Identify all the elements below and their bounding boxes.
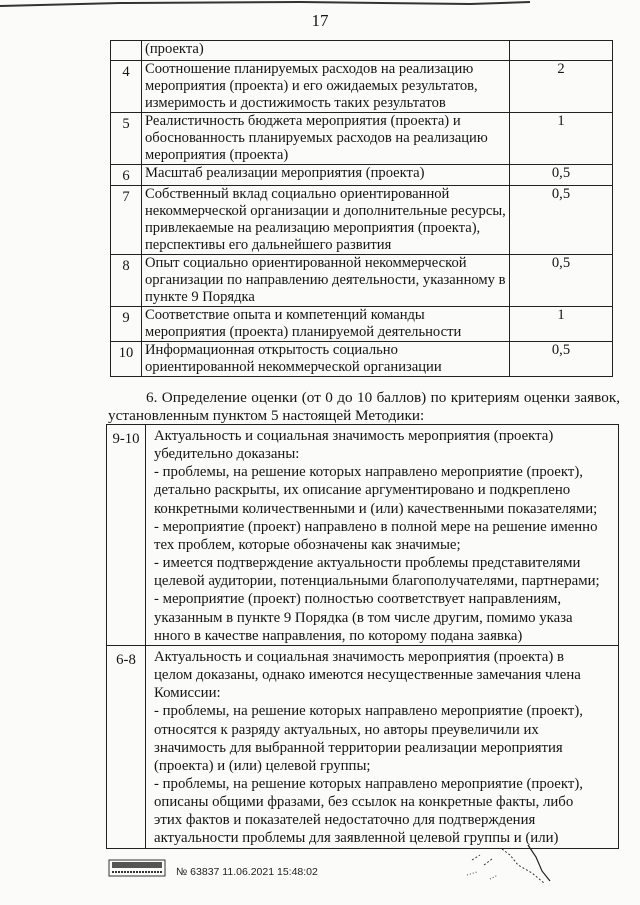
description-line: целевой аудитории, потенциальными благополучателями, партнерами;: [154, 573, 600, 590]
criterion-text: Соотношение планируемых расходов на реализацию мероприятия (проекта) и его ожидаемых результатов, измеримость и достижимость таких результатов: [142, 61, 510, 113]
description-line: этих фактов и показателей недостаточно для подтверждения: [154, 812, 536, 829]
criterion-score: 0,5: [510, 165, 613, 186]
registry-stamp-icon: [108, 855, 168, 881]
table-row: [111, 307, 613, 342]
criterion-text: Реалистичность бюджета мероприятия (проекта) и обоснованность планируемых расходов на реализацию мероприятия (проекта): [142, 113, 510, 165]
description-line: значимость для выбранной территории реализации мероприятия: [154, 739, 563, 756]
description-line: относятся к разряду актуальных, но авторы преувеличили их: [154, 721, 539, 738]
row-number: 7: [111, 186, 142, 255]
description-line: детально раскрыты, их описание аргументировано и подкреплено: [154, 482, 571, 499]
criterion-score: 1: [510, 307, 613, 342]
description-line: убедительно доказаны:: [154, 446, 300, 463]
description-line: тех проблем, которые обозначены как значимые;: [154, 536, 461, 553]
criterion-score: [510, 41, 613, 61]
row-number: 9: [111, 307, 142, 342]
table-row: [111, 165, 613, 186]
description-line: конкретными количественными и (или) качественными показателями;: [154, 500, 598, 517]
description-line: - мероприятие (проект) направлено в полной мере на решение именно: [154, 518, 598, 535]
score-range: 6-8: [107, 645, 146, 848]
description-line: - проблемы, на решение которых направлено мероприятие (проект),: [154, 775, 583, 792]
criterion-text: Собственный вклад социально ориентированной некоммерческой организации и дополнительные ресурсы, привлекаемые на реализацию мероприятия (проекта), перспективы его дальнейшего развития: [142, 186, 510, 255]
table-row: [111, 342, 613, 377]
page-number: 17: [311, 11, 329, 30]
row-number: 10: [111, 342, 142, 377]
criterion-score: 0,5: [510, 186, 613, 255]
table-row: [111, 41, 613, 61]
description-line: актуальности проблемы для заявленной целевой группы и (или): [154, 830, 559, 847]
criterion-score: 0,5: [510, 255, 613, 307]
description-line: - проблемы, на решение которых направлено мероприятие (проект),: [154, 703, 583, 720]
criterion-score: 2: [510, 61, 613, 113]
table-row: [111, 113, 613, 165]
scan-top-edge: [0, 0, 640, 10]
description-line: Актуальность и социальная значимость мероприятия (проекта) в: [154, 648, 564, 665]
criteria-table: [110, 40, 613, 377]
criterion-score: 1: [510, 113, 613, 165]
description-line: нного в качестве направления, по которому подана заявка): [154, 627, 523, 644]
description-line: описаны общими фразами, без ссылок на конкретные факты, либо: [154, 794, 574, 811]
criterion-text: Информационная открытость социально ориентированной некоммерческой организации: [142, 342, 510, 377]
table-row: [111, 61, 613, 113]
table-row: [107, 645, 619, 848]
row-number: 4: [111, 61, 142, 113]
description-line: указанным в пункте 9 Порядка (в том числе другим, помимо указа: [154, 609, 573, 626]
row-number: [111, 41, 142, 61]
description-line: Актуальность и социальная значимость мероприятия (проекта): [154, 428, 554, 444]
registration-number: № 63837 11.06.2021 15:48:02: [176, 866, 318, 878]
description-line: целом доказаны, однако имеются несущественные замечания члена: [154, 667, 581, 684]
table-row: [111, 186, 613, 255]
score-description: [146, 645, 619, 848]
row-number: 5: [111, 113, 142, 165]
description-line: Комиссии:: [154, 685, 221, 702]
row-number: 6: [111, 165, 142, 186]
description-line: (проекта) и (или) целевой группы;: [154, 757, 371, 774]
criterion-text: (проекта): [142, 41, 510, 61]
paragraph-6-line1: 6. Определение оценки (от 0 до 10 баллов) по критериям оценки заявок,: [146, 389, 620, 406]
criterion-score: 0,5: [510, 342, 613, 377]
table-row: [111, 255, 613, 307]
description-line: - мероприятие (проект) полностью соответствует направлениям,: [154, 591, 562, 608]
description-line: - имеется подтверждение актуальности проблемы представителями: [154, 555, 581, 572]
signature-mark-icon: [462, 835, 582, 890]
row-number: 8: [111, 255, 142, 307]
evaluation-table: [106, 424, 619, 849]
criterion-text: Опыт социально ориентированной некоммерческой организации по направлению деятельности, указанному в пункте 9 Порядка: [142, 255, 510, 307]
score-range: 9-10: [107, 425, 146, 646]
criterion-text: Масштаб реализации мероприятия (проекта): [142, 165, 510, 186]
description-line: - проблемы, на решение которых направлено мероприятие (проект),: [154, 464, 583, 481]
score-description: [146, 425, 619, 646]
criterion-text: Соответствие опыта и компетенций команды мероприятия (проекта) планируемой деятельности: [142, 307, 510, 342]
paragraph-6-line2: установленным пунктом 5 настоящей Методики:: [108, 407, 425, 424]
table-row: [107, 425, 619, 646]
